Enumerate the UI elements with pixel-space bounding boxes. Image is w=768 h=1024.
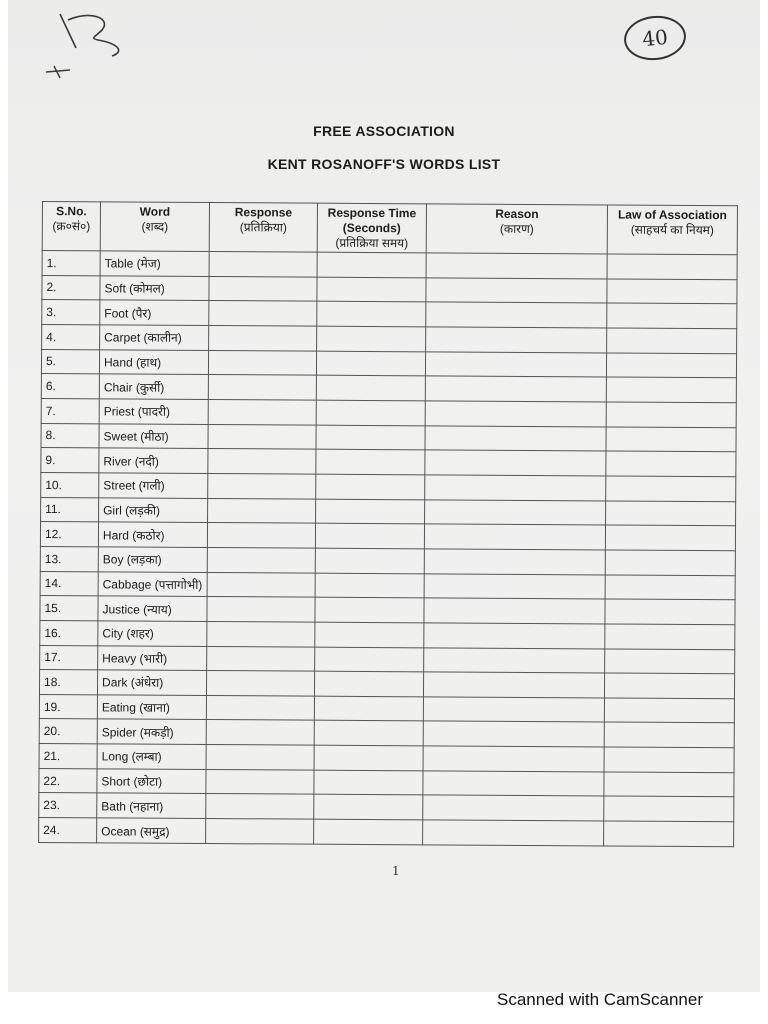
column-header-label: S.No.: [56, 204, 87, 219]
handwritten-page-mark: 40: [622, 13, 688, 63]
column-header-hindi-label: (शब्द): [141, 219, 169, 234]
word-list-table: [38, 201, 738, 847]
response-cell: [208, 375, 316, 400]
law-of-association-cell: [604, 747, 734, 772]
column-header-response: [209, 203, 317, 253]
reason-cell: [425, 425, 606, 451]
law-of-association-cell: [607, 328, 737, 353]
stimulus-word-cell: Long (लम्बा): [97, 744, 206, 769]
serial-number-cell: 12.: [40, 522, 98, 547]
response-time-cell: [316, 449, 425, 474]
response-cell: [206, 819, 314, 845]
response-time-cell: [314, 696, 423, 721]
column-header-response-time: [317, 203, 426, 253]
response-cell: [206, 769, 314, 794]
response-time-cell: [315, 523, 424, 548]
serial-number-cell: 10.: [41, 472, 99, 497]
law-of-association-cell: [606, 427, 736, 452]
reason-cell: [423, 697, 604, 723]
reason-cell: [425, 401, 606, 427]
response-time-cell: [316, 499, 425, 524]
response-time-cell: [316, 474, 425, 499]
serial-number-cell: 17.: [40, 645, 98, 670]
stimulus-word-cell: Street (गली): [99, 473, 208, 498]
response-time-cell: [315, 597, 424, 622]
reason-cell: [423, 721, 604, 747]
reason-cell: [424, 623, 605, 649]
response-time-cell: [317, 326, 426, 351]
stimulus-word-cell: Table (मेज): [100, 251, 209, 276]
reason-cell: [423, 746, 604, 772]
serial-number-cell: 14.: [40, 571, 98, 596]
page-number: 1: [392, 864, 400, 878]
stimulus-word-cell: Soft (कोमल): [100, 276, 209, 301]
table-header: [42, 202, 737, 255]
law-of-association-cell: [604, 821, 734, 847]
reason-cell: [424, 598, 605, 624]
response-cell: [208, 473, 316, 498]
response-cell: [209, 301, 317, 326]
reason-cell: [423, 795, 604, 821]
stimulus-word-cell: Carpet (कालीन): [100, 325, 209, 350]
stimulus-word-cell: Dark (अंधेरा): [97, 670, 206, 695]
serial-number-cell: 24.: [39, 818, 97, 843]
serial-number-cell: 9.: [41, 448, 99, 473]
reason-cell: [426, 302, 607, 328]
response-time-cell: [314, 671, 423, 696]
reason-cell: [425, 475, 606, 501]
stimulus-word-cell: Spider (मकड़ी): [97, 719, 206, 744]
stimulus-word-cell: Eating (खाना): [97, 695, 206, 720]
stimulus-word-cell: Ocean (समुद्र): [97, 818, 206, 844]
stimulus-word-cell: River (नदी): [99, 448, 208, 473]
column-header-label: Response Time (Seconds): [327, 205, 417, 236]
response-cell: [208, 399, 316, 424]
law-of-association-cell: [606, 451, 736, 476]
column-header-label: Response: [234, 205, 293, 220]
serial-number-cell: 23.: [39, 793, 97, 818]
stimulus-word-cell: Bath (नहाना): [97, 793, 206, 818]
serial-number-cell: 8.: [41, 423, 99, 448]
column-header-hindi-label: (प्रतिक्रिया): [239, 220, 287, 235]
reason-cell: [426, 253, 607, 279]
reason-cell: [425, 351, 606, 377]
response-cell: [209, 252, 317, 277]
reason-cell: [424, 573, 605, 599]
column-header-reason: [426, 204, 607, 254]
serial-number-cell: 6.: [41, 374, 99, 399]
stimulus-word-cell: Boy (लड़का): [98, 547, 207, 572]
column-header-hindi-label: (क्र०सं०): [52, 219, 91, 234]
stimulus-word-cell: Priest (पादरी): [99, 399, 208, 424]
response-time-cell: [314, 819, 423, 845]
scanner-watermark: Scanned with CamScanner: [497, 990, 704, 1009]
response-time-cell: [314, 721, 423, 746]
response-cell: [208, 449, 316, 474]
response-cell: [209, 325, 317, 350]
serial-number-cell: 2.: [42, 275, 100, 300]
law-of-association-cell: [605, 550, 735, 575]
column-header-law-of-association: [607, 205, 737, 255]
serial-number-cell: 16.: [40, 620, 98, 645]
law-of-association-cell: [607, 254, 737, 279]
serial-number-cell: 1.: [42, 251, 100, 276]
serial-number-cell: 21.: [39, 744, 97, 769]
stimulus-word-cell: Foot (पैर): [100, 300, 209, 325]
response-time-cell: [317, 277, 426, 302]
law-of-association-cell: [606, 501, 736, 526]
response-cell: [207, 621, 315, 646]
serial-number-cell: 13.: [40, 546, 98, 571]
column-header-label: Word: [139, 204, 171, 219]
reason-cell: [423, 672, 604, 698]
response-cell: [206, 671, 314, 696]
response-cell: [207, 547, 315, 572]
response-time-cell: [317, 301, 426, 326]
stimulus-word-cell: Heavy (भारी): [98, 645, 207, 670]
response-time-cell: [317, 252, 426, 277]
reason-cell: [425, 499, 606, 525]
law-of-association-cell: [604, 796, 734, 821]
law-of-association-cell: [605, 624, 735, 649]
serial-number-cell: 11.: [41, 497, 99, 522]
table-row: [39, 818, 734, 847]
serial-number-cell: 7.: [41, 398, 99, 423]
column-header-hindi-label: (साहचर्य का नियम): [630, 222, 714, 238]
law-of-association-cell: [607, 279, 737, 304]
serial-number-cell: 4.: [42, 324, 100, 349]
response-cell: [208, 350, 316, 375]
response-cell: [207, 523, 315, 548]
law-of-association-cell: [605, 525, 735, 550]
reason-cell: [424, 647, 605, 673]
column-header-label: Reason: [495, 206, 539, 222]
column-header-hindi-label: (कारण): [499, 221, 534, 237]
stimulus-word-cell: Hard (कठोर): [98, 522, 207, 547]
stimulus-word-cell: Justice (न्याय): [98, 596, 207, 621]
response-time-cell: [314, 745, 423, 770]
reason-cell: [424, 549, 605, 575]
response-cell: [206, 695, 314, 720]
response-time-cell: [314, 770, 423, 795]
serial-number-cell: 5.: [41, 349, 99, 374]
law-of-association-cell: [606, 476, 736, 501]
response-cell: [208, 424, 316, 449]
response-time-cell: [316, 425, 425, 450]
reason-cell: [424, 524, 605, 550]
law-of-association-cell: [606, 402, 736, 427]
document-subtitle: KENT ROSANOFF'S WORDS LIST: [267, 156, 501, 172]
column-header-label: Law of Association: [617, 207, 727, 223]
response-time-cell: [316, 351, 425, 376]
response-cell: [206, 720, 314, 745]
law-of-association-cell: [606, 377, 736, 402]
stimulus-word-cell: Girl (लड़की): [99, 497, 208, 522]
law-of-association-cell: [604, 722, 734, 747]
stimulus-word-cell: Hand (हाथ): [99, 349, 208, 374]
reason-cell: [423, 771, 604, 797]
response-time-cell: [316, 375, 425, 400]
handwritten-scribble: [40, 8, 140, 88]
stimulus-word-cell: City (शहर): [98, 621, 207, 646]
serial-number-cell: 20.: [39, 719, 97, 744]
column-header-word: [100, 202, 209, 252]
response-cell: [209, 276, 317, 301]
response-time-cell: [316, 400, 425, 425]
response-cell: [206, 794, 314, 819]
stimulus-word-cell: Chair (कुर्सी): [99, 374, 208, 399]
law-of-association-cell: [606, 353, 736, 378]
reason-cell: [426, 278, 607, 304]
response-cell: [207, 646, 315, 671]
column-header-hindi-label: (प्रतिक्रिया समय): [335, 235, 409, 251]
serial-number-cell: 15.: [40, 596, 98, 621]
reason-cell: [425, 450, 606, 476]
law-of-association-cell: [605, 574, 735, 599]
column-header-sno: [42, 202, 100, 251]
law-of-association-cell: [604, 698, 734, 723]
serial-number-cell: 22.: [39, 768, 97, 793]
response-time-cell: [315, 622, 424, 647]
law-of-association-cell: [605, 648, 735, 673]
law-of-association-cell: [607, 303, 737, 328]
reason-cell: [426, 327, 607, 353]
document-title: FREE ASSOCIATION: [313, 123, 455, 139]
response-cell: [207, 597, 315, 622]
reason-cell: [423, 820, 604, 846]
response-time-cell: [315, 548, 424, 573]
stimulus-word-cell: Sweet (मीठा): [99, 423, 208, 448]
serial-number-cell: 3.: [42, 300, 100, 325]
response-cell: [207, 572, 315, 597]
response-time-cell: [314, 795, 423, 820]
response-cell: [208, 498, 316, 523]
response-cell: [206, 745, 314, 770]
response-time-cell: [315, 647, 424, 672]
stimulus-word-cell: Cabbage (पत्तागोभी): [98, 571, 207, 596]
law-of-association-cell: [605, 599, 735, 624]
serial-number-cell: 18.: [39, 670, 97, 695]
response-time-cell: [315, 573, 424, 598]
serial-number-cell: 19.: [39, 694, 97, 719]
law-of-association-cell: [604, 673, 734, 698]
reason-cell: [425, 376, 606, 402]
law-of-association-cell: [604, 772, 734, 797]
table-body: [39, 251, 738, 847]
stimulus-word-cell: Short (छोटा): [97, 769, 206, 794]
